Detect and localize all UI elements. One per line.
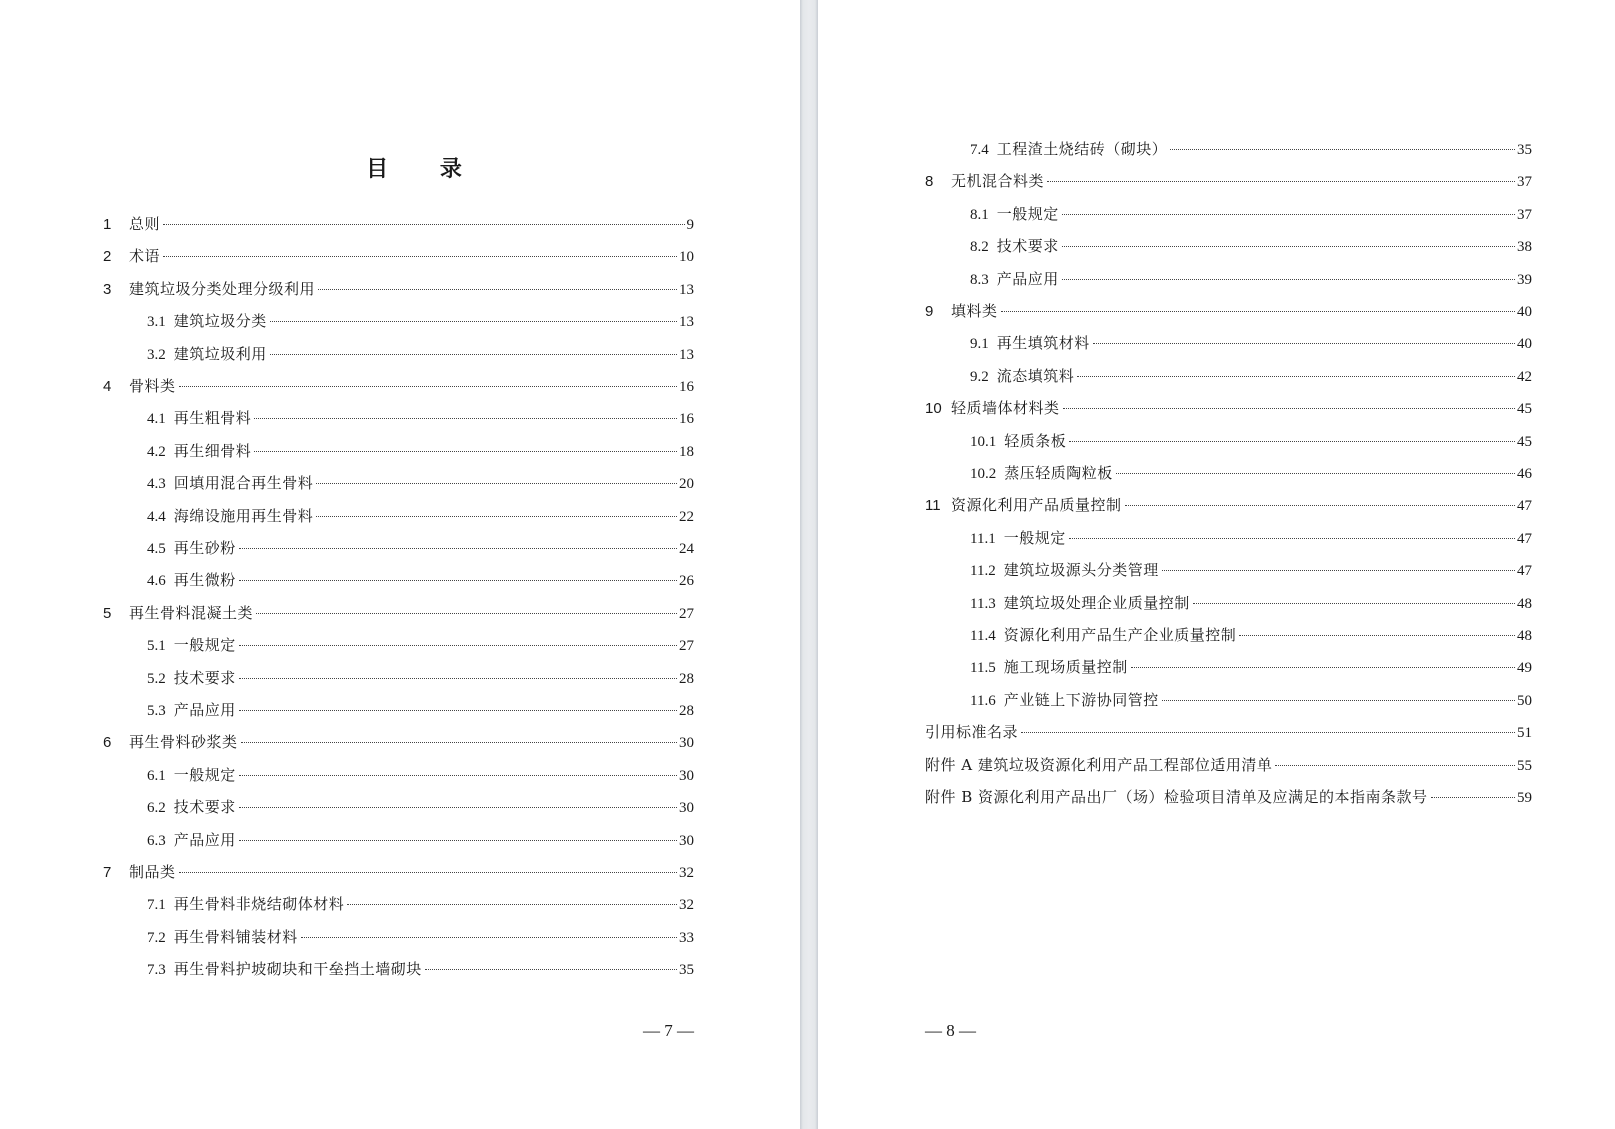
toc-entry[interactable] [147, 666, 694, 690]
toc-entry-number: 5 [103, 604, 112, 622]
toc-entry-number: 5.1 [147, 638, 166, 655]
dot-leader [241, 742, 677, 743]
toc-entry-number: 10 [925, 400, 942, 418]
toc-entry[interactable] [970, 429, 1532, 453]
toc-entry-page-number: 33 [679, 929, 694, 946]
toc-entry[interactable] [925, 299, 1532, 323]
page-number: — 8 — [925, 1021, 976, 1040]
toc-entry-number: 4.4 [147, 508, 166, 525]
toc-entry-label: 建筑垃圾利用 [173, 344, 267, 363]
toc-entry-label: 蒸压轻质陶粒板 [1004, 464, 1113, 482]
page-number: — 7 — [643, 1021, 694, 1040]
toc-entry-page-number: 37 [1517, 206, 1532, 223]
toc-entry-label: 技术要求 [173, 668, 236, 687]
toc-entry[interactable] [103, 212, 694, 236]
toc-entry-number: 9.2 [970, 368, 989, 385]
toc-entry[interactable] [147, 795, 694, 819]
toc-entry-number: 11 [925, 497, 941, 515]
toc-entry-label: 一般规定 [173, 636, 236, 655]
toc-entry-number: 9.1 [970, 336, 989, 353]
toc-entry-number: 9 [925, 303, 934, 320]
dot-leader [239, 710, 677, 711]
toc-entry-label: 建筑垃圾分类处理分级利用 [129, 279, 316, 298]
toc-entry-label: 施工现场质量控制 [1003, 658, 1128, 677]
toc-entry-label: 附件 A 建筑垃圾资源化利用产品工程部位适用清单 [925, 755, 1273, 774]
toc-entry-page-number: 18 [679, 443, 694, 460]
toc-entry[interactable] [925, 169, 1532, 193]
dot-leader [239, 548, 677, 549]
toc-entry-number: 11.5 [970, 660, 996, 677]
toc-entry-number: 3 [103, 280, 112, 298]
dot-leader [179, 872, 677, 873]
toc-entry-page-number: 46 [1517, 466, 1532, 482]
dot-leader [179, 386, 677, 387]
toc-entry-number: 4.3 [147, 476, 166, 493]
toc-entry[interactable] [147, 342, 694, 366]
toc-entry-number: 6.3 [147, 832, 166, 849]
dot-leader [1275, 765, 1515, 766]
toc-entry-label: 再生骨料砂浆类 [129, 733, 238, 752]
dot-leader [239, 807, 677, 808]
toc-entry-number: 6 [103, 734, 112, 752]
toc-entry-label: 产品应用 [173, 830, 236, 849]
toc-entry[interactable] [147, 633, 694, 657]
dot-leader [270, 321, 677, 322]
toc-page-left [0, 0, 800, 1129]
toc-entry[interactable] [970, 202, 1532, 226]
dot-leader [163, 224, 684, 225]
toc-entry-label: 再生细骨料 [173, 441, 252, 460]
toc-entry[interactable] [103, 244, 694, 268]
toc-entry-label: 一般规定 [173, 765, 236, 784]
toc-entry[interactable] [147, 698, 694, 722]
dot-leader [254, 418, 677, 419]
toc-entry-page-number: 20 [679, 476, 694, 493]
toc-entry-page-number: 27 [679, 605, 694, 622]
toc-entry[interactable] [103, 860, 694, 884]
toc-entry-page-number: 10 [679, 249, 694, 266]
dot-leader [239, 645, 677, 646]
toc-entry[interactable] [970, 623, 1532, 647]
toc-entry-label: 无机混合料类 [951, 172, 1045, 191]
dot-leader [1193, 603, 1515, 604]
toc-entry-page-number: 26 [679, 573, 694, 590]
dot-leader [1062, 246, 1515, 247]
dot-leader [1021, 732, 1515, 733]
toc-entry[interactable] [970, 591, 1532, 615]
toc-entry[interactable] [103, 374, 694, 398]
toc-entry-page-number: 45 [1517, 433, 1532, 450]
toc-entry-page-number: 47 [1517, 563, 1532, 580]
toc-entry-label: 技术要求 [173, 798, 236, 817]
dot-leader [318, 289, 677, 290]
toc-entry-number: 2 [103, 248, 112, 266]
dot-leader [316, 483, 677, 484]
toc-entry-page-number: 47 [1517, 530, 1532, 547]
toc-entry-number: 8.3 [970, 271, 989, 288]
toc-entry[interactable] [970, 364, 1532, 388]
toc-entry-page-number: 47 [1517, 498, 1532, 515]
toc-entry-page-number: 16 [679, 379, 694, 395]
page-gutter [800, 0, 818, 1129]
toc-entry-label: 一般规定 [1003, 528, 1066, 547]
toc-entry-label: 总则 [129, 215, 161, 233]
toc-entry-page-number: 28 [679, 703, 694, 719]
toc-entry-label: 再生填筑材料 [996, 334, 1090, 353]
toc-entry-page-number: 48 [1517, 595, 1532, 612]
toc-entry-number: 7 [103, 864, 112, 881]
dot-leader [1131, 667, 1515, 668]
dot-leader [1062, 279, 1515, 280]
toc-entry-number: 7.2 [147, 929, 166, 946]
toc-entry-label: 引用标准名录 [925, 723, 1019, 742]
toc-entry-number: 4.1 [147, 411, 166, 428]
toc-entry-label: 填料类 [951, 302, 998, 320]
toc-entry[interactable] [147, 536, 694, 560]
dot-leader [1062, 214, 1515, 215]
toc-entry-label: 流态填筑料 [996, 366, 1075, 385]
toc-entry[interactable] [925, 753, 1532, 777]
toc-entry-page-number: 40 [1517, 336, 1532, 353]
toc-entry-number: 7.1 [147, 897, 166, 914]
dot-leader [1093, 343, 1515, 344]
toc-entry-number: 11.1 [970, 530, 996, 547]
toc-entry-number: 11.6 [970, 692, 996, 709]
dot-leader [163, 256, 677, 257]
dot-leader [239, 678, 677, 679]
toc-entry[interactable] [147, 504, 694, 528]
dot-leader [347, 904, 677, 905]
dot-leader [1116, 473, 1515, 474]
toc-entry[interactable] [147, 828, 694, 852]
toc-entry-number: 3.1 [147, 314, 166, 331]
toc-entry-label: 再生骨料铺装材料 [173, 927, 298, 946]
dot-leader [1431, 797, 1515, 798]
toc-entry-label: 再生砂粉 [173, 539, 236, 557]
toc-entry-label: 制品类 [129, 863, 176, 881]
toc-entry-page-number: 32 [679, 897, 694, 914]
toc-entry-number: 11.2 [970, 563, 996, 580]
dot-leader [270, 354, 677, 355]
toc-entry[interactable] [925, 785, 1532, 809]
toc-title: 目 录 [366, 156, 484, 182]
toc-entry[interactable] [147, 471, 694, 495]
dot-leader [1125, 505, 1515, 506]
toc-entry-label: 产业链上下游协同管控 [1003, 690, 1159, 709]
dot-leader [1063, 408, 1515, 409]
toc-entry-page-number: 40 [1517, 304, 1532, 320]
toc-entry-label: 附件 B 资源化利用产品出厂（场）检验项目清单及应满足的本指南条款号 [925, 788, 1428, 806]
toc-entry[interactable] [147, 406, 694, 430]
toc-entry-number: 10.1 [970, 433, 997, 450]
toc-entry-page-number: 30 [679, 800, 694, 817]
toc-entry[interactable] [970, 267, 1532, 291]
toc-entry[interactable] [147, 925, 694, 949]
toc-entry-label: 术语 [129, 247, 161, 266]
toc-entry-page-number: 38 [1517, 239, 1532, 256]
toc-entry-label: 资源化利用产品生产企业质量控制 [1003, 626, 1237, 644]
toc-entry-page-number: 42 [1517, 368, 1532, 385]
toc-entry-page-number: 30 [679, 735, 694, 752]
toc-entry[interactable] [970, 234, 1532, 258]
toc-entry-page-number: 50 [1517, 692, 1532, 709]
toc-entry-number: 7.3 [147, 962, 166, 979]
toc-entry-label: 再生骨料护坡砌块和干垒挡土墙砌块 [173, 960, 422, 979]
dot-leader [1170, 149, 1515, 150]
toc-entry-label: 产品应用 [996, 269, 1059, 288]
toc-entry[interactable] [103, 277, 694, 301]
toc-entry[interactable] [147, 439, 694, 463]
toc-entry-number: 11.4 [970, 628, 996, 644]
toc-entry[interactable] [970, 526, 1532, 550]
toc-entry-number: 8.2 [970, 239, 989, 256]
toc-entry[interactable] [970, 558, 1532, 582]
dot-leader [239, 580, 677, 581]
toc-entry[interactable] [925, 493, 1532, 517]
toc-entry-page-number: 48 [1517, 628, 1532, 644]
toc-entry-label: 工程渣土烧结砖（砌块） [996, 140, 1168, 158]
toc-entry-label: 技术要求 [996, 237, 1059, 256]
toc-entry-number: 5.3 [147, 703, 166, 719]
dot-leader [301, 937, 677, 938]
toc-entry-number: 11.3 [970, 595, 996, 612]
dot-leader [1069, 441, 1515, 442]
toc-entry-label: 再生骨料混凝土类 [129, 603, 254, 622]
toc-entry-page-number: 35 [679, 962, 694, 979]
toc-entry-number: 4.6 [147, 573, 166, 590]
dot-leader [1001, 311, 1515, 312]
toc-entry-page-number: 28 [679, 670, 694, 687]
toc-entry-page-number: 37 [1517, 174, 1532, 191]
toc-entry-label: 资源化利用产品质量控制 [951, 496, 1122, 515]
toc-entry-page-number: 13 [679, 281, 694, 298]
toc-entry-number: 8 [925, 173, 934, 191]
toc-entry-page-number: 22 [679, 508, 694, 525]
toc-entry-number: 4.2 [147, 443, 166, 460]
toc-entry[interactable] [147, 763, 694, 787]
toc-entry[interactable] [147, 568, 694, 592]
toc-entry-number: 3.2 [147, 346, 166, 363]
toc-entry[interactable] [970, 461, 1532, 485]
toc-entry-label: 轻质条板 [1004, 431, 1067, 450]
dot-leader [239, 840, 677, 841]
toc-entry[interactable] [970, 137, 1532, 161]
toc-entry[interactable] [970, 655, 1532, 679]
toc-entry-page-number: 13 [679, 346, 694, 363]
toc-entry-label: 一般规定 [996, 204, 1059, 223]
toc-entry-label: 再生骨料非烧结砌体材料 [173, 895, 345, 914]
toc-entry[interactable] [970, 331, 1532, 355]
toc-entry-page-number: 27 [679, 638, 694, 655]
toc-entry-page-number: 55 [1517, 757, 1532, 774]
toc-entry-label: 骨料类 [129, 377, 176, 395]
toc-entry[interactable] [147, 309, 694, 333]
dot-leader [1239, 635, 1515, 636]
dot-leader [254, 451, 677, 452]
toc-entry[interactable] [970, 688, 1532, 712]
toc-entry-label: 建筑垃圾处理企业质量控制 [1003, 593, 1190, 612]
toc-entry-page-number: 32 [679, 865, 694, 881]
toc-entry-number: 5.2 [147, 670, 166, 687]
toc-entry[interactable] [103, 601, 694, 625]
toc-entry-number: 4 [103, 378, 112, 395]
toc-entry[interactable] [925, 396, 1532, 420]
dot-leader [239, 775, 677, 776]
toc-entry-page-number: 51 [1517, 725, 1532, 742]
toc-entry-label: 海绵设施用再生骨料 [173, 506, 314, 525]
toc-entry-label: 轻质墙体材料类 [951, 399, 1060, 418]
toc-entry-number: 10.2 [970, 466, 997, 482]
toc-entry-page-number: 35 [1517, 142, 1532, 158]
toc-entry-page-number: 24 [679, 541, 694, 557]
dot-leader [1047, 181, 1515, 182]
dot-leader [256, 613, 677, 614]
toc-entry-number: 6.1 [147, 767, 166, 784]
dot-leader [425, 969, 677, 970]
toc-entry[interactable] [147, 892, 694, 916]
toc-entry-number: 4.5 [147, 541, 166, 557]
toc-entry-page-number: 13 [679, 314, 694, 331]
toc-entry-label: 再生粗骨料 [173, 409, 252, 428]
toc-entry-number: 1 [103, 216, 112, 233]
toc-entry-page-number: 49 [1517, 660, 1532, 677]
dot-leader [1077, 376, 1515, 377]
dot-leader [1162, 570, 1515, 571]
toc-page-right [818, 0, 1615, 1129]
toc-entry-number: 8.1 [970, 206, 989, 223]
toc-entry-page-number: 45 [1517, 401, 1532, 418]
toc-entry-page-number: 39 [1517, 271, 1532, 288]
toc-entry-number: 6.2 [147, 800, 166, 817]
toc-entry-label: 再生微粉 [173, 571, 236, 590]
toc-entry-label: 回填用混合再生骨料 [173, 474, 314, 493]
toc-entry-label: 产品应用 [173, 701, 236, 719]
toc-entry-page-number: 59 [1517, 790, 1532, 806]
dot-leader [1069, 538, 1515, 539]
toc-entry-label: 建筑垃圾分类 [173, 312, 267, 331]
toc-entry-page-number: 16 [679, 411, 694, 428]
dot-leader [316, 516, 677, 517]
toc-entry-page-number: 9 [686, 217, 694, 233]
toc-entry-page-number: 30 [679, 832, 694, 849]
toc-entry[interactable] [103, 730, 694, 754]
toc-entry-page-number: 30 [679, 767, 694, 784]
toc-entry-label: 建筑垃圾源头分类管理 [1003, 561, 1159, 580]
toc-entry-number: 7.4 [970, 142, 989, 158]
toc-entry[interactable] [147, 957, 694, 981]
toc-entry[interactable] [925, 720, 1532, 744]
dot-leader [1162, 700, 1515, 701]
